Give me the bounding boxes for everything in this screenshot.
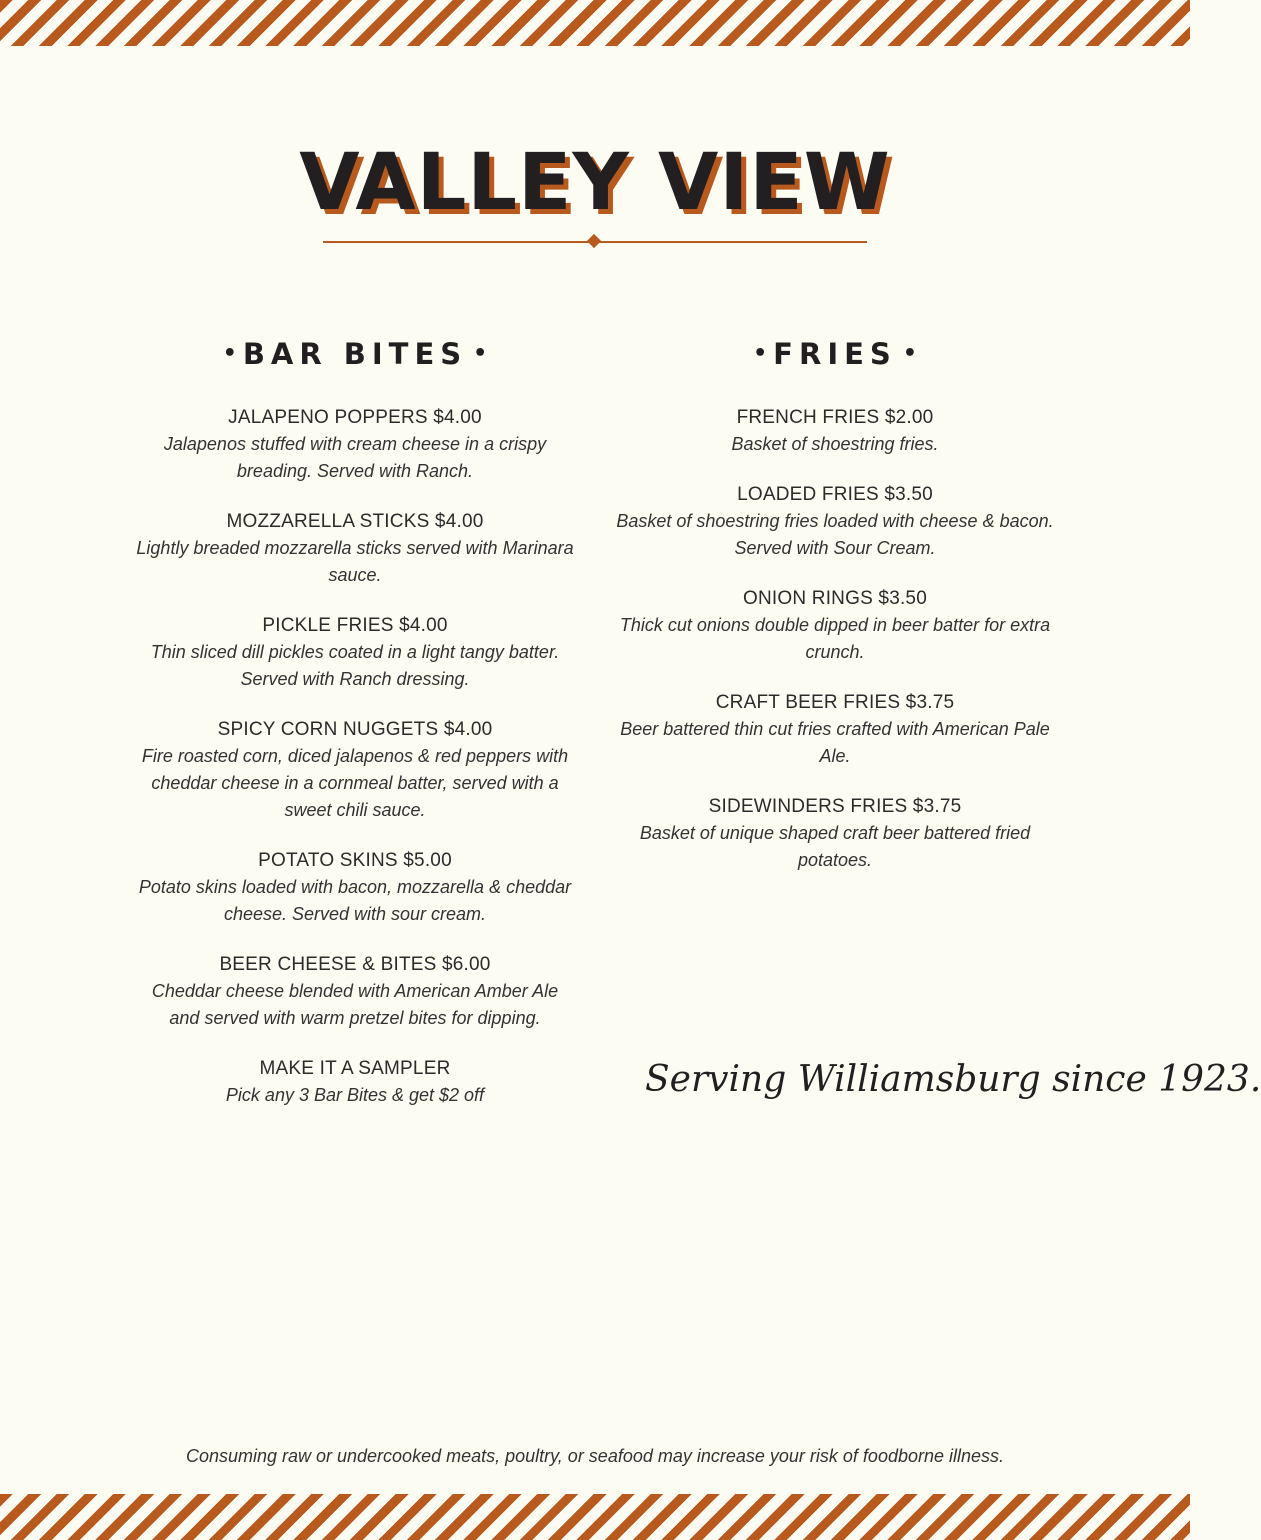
menu-item-name: JALAPENO POPPERS $4.00 [228, 407, 482, 428]
tagline: Serving Williamsburg since 1923. [645, 1059, 1261, 1100]
menu-item-name: SIDEWINDERS FRIES $3.75 [708, 796, 962, 817]
menu-item [135, 508, 575, 589]
menu-item-description: Potato skins loaded with bacon, mozzarella & cheddar cheese. Served with sour cream. [138, 877, 572, 924]
menu-item-name: CRAFT BEER FRIES $3.75 [715, 692, 955, 713]
menu-item-description: Fire roasted corn, diced jalapenos & red peppers with cheddar cheese in a cornmeal batter, served with a sweet chili sauce. [141, 746, 569, 820]
menu-item [615, 481, 1055, 562]
menu-item-name: LOADED FRIES $3.50 [737, 484, 933, 505]
menu-item [135, 612, 575, 693]
food-safety-disclaimer: Consuming raw or undercooked meats, poultry, or seafood may increase your risk of foodborne illness. [185, 1446, 1005, 1466]
menu-item-description: Thick cut onions double dipped in beer batter for extra crunch. [619, 615, 1051, 662]
menu-item-description: Cheddar cheese blended with American Amber Ale and served with warm pretzel bites for dipping. [151, 981, 559, 1028]
fries-heading-text: FRIES [773, 337, 897, 371]
menu-item-description: Basket of shoestring fries loaded with cheese & bacon. Served with Sour Cream. [616, 511, 1054, 558]
menu-item-description: Jalapenos stuffed with cream cheese in a crispy breading. Served with Ranch. [163, 434, 547, 481]
bullet-icon: • [902, 341, 917, 366]
top-stripe-border [0, 0, 1190, 46]
bar-bites-heading-text: BAR BITES [242, 337, 468, 371]
menu-item-name: ONION RINGS $3.50 [743, 588, 927, 609]
menu-item [615, 404, 1055, 458]
menu-item-description: Basket of shoestring fries. [731, 434, 939, 454]
menu-item [135, 847, 575, 928]
fries-heading [615, 334, 1055, 374]
fries-section [615, 334, 1055, 897]
menu-item-name: POTATO SKINS $5.00 [258, 850, 452, 871]
menu-item-name: BEER CHEESE & BITES $6.00 [219, 954, 491, 975]
menu-item [135, 951, 575, 1032]
menu-item-name: PICKLE FRIES $4.00 [262, 615, 448, 636]
menu-item-name: MOZZARELLA STICKS $4.00 [226, 511, 484, 532]
menu-item-description: Pick any 3 Bar Bites & get $2 off [225, 1085, 485, 1105]
divider-diamond-icon [587, 234, 601, 248]
menu-item [135, 716, 575, 824]
menu-item [615, 689, 1055, 770]
menu-item-name: MAKE IT A SAMPLER [259, 1058, 451, 1079]
bullet-icon: • [753, 341, 768, 366]
menu-item-name: SPICY CORN NUGGETS $4.00 [217, 719, 493, 740]
bullet-icon: • [222, 341, 237, 366]
menu-item [615, 793, 1055, 874]
menu-item [135, 404, 575, 485]
bar-bites-heading [135, 334, 575, 374]
page-title: VALLEY VIEW [299, 138, 891, 228]
menu-item-description: Basket of unique shaped craft beer battered fried potatoes. [639, 823, 1031, 870]
menu-item [615, 585, 1055, 666]
menu-item-description: Beer battered thin cut fries crafted with American Pale Ale. [620, 719, 1050, 766]
menu-item-description: Lightly breaded mozzarella sticks served with Marinara sauce. [136, 538, 574, 585]
bullet-icon: • [473, 341, 488, 366]
bar-bites-section [135, 334, 575, 1132]
menu-item-description: Thin sliced dill pickles coated in a light tangy batter. Served with Ranch dressing. [150, 642, 560, 689]
bottom-stripe-border [0, 1494, 1190, 1540]
menu-item-name: FRENCH FRIES $2.00 [736, 407, 934, 428]
menu-item [135, 1055, 575, 1109]
